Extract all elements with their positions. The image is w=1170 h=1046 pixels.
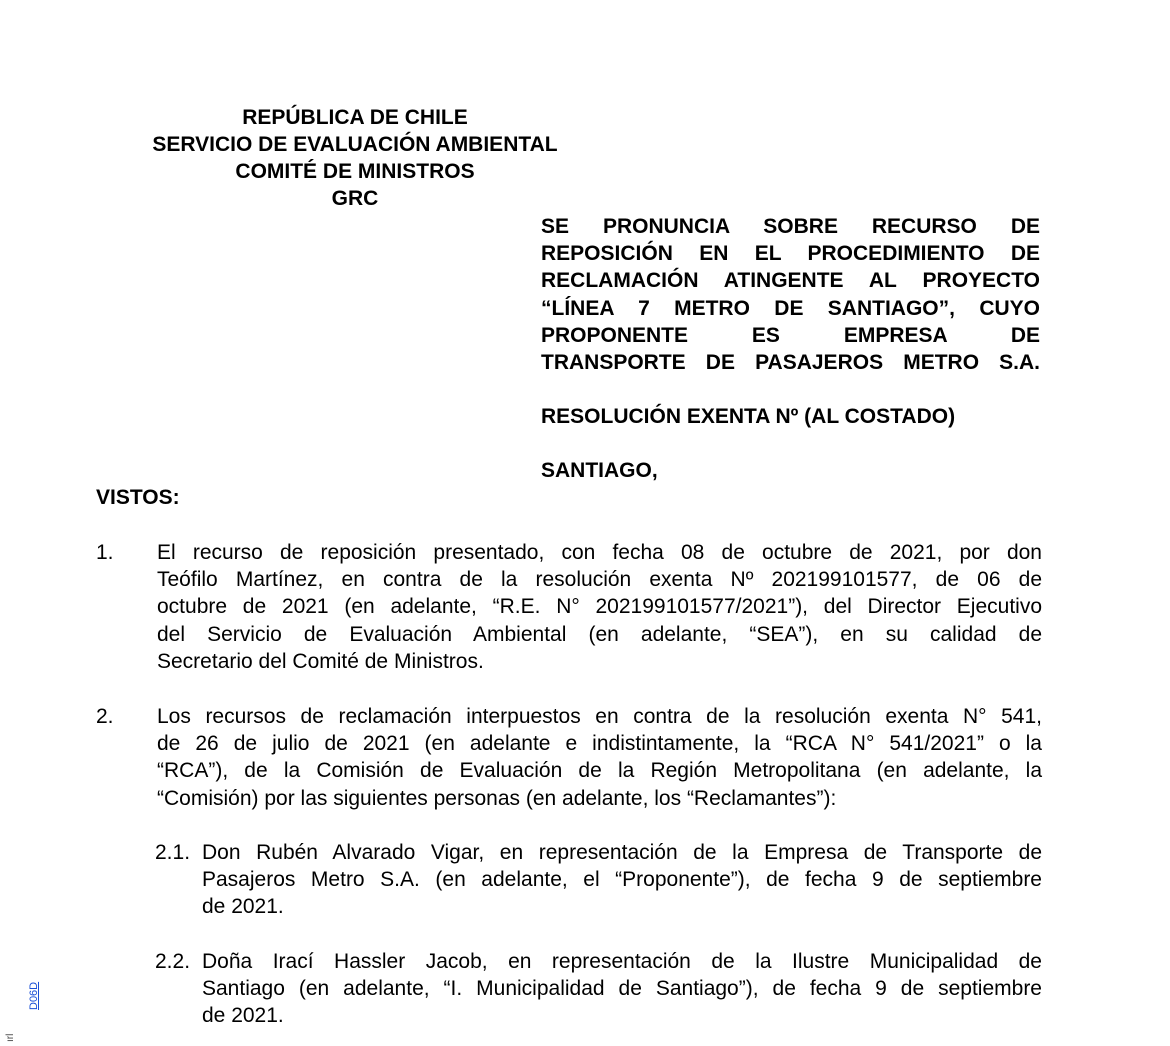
city-date-line: SANTIAGO, [541, 459, 658, 482]
subparagraph-body [202, 839, 1042, 921]
header-line-country: REPÚBLICA DE CHILE [242, 106, 468, 129]
subparagraph-line: Don Rubén Alvarado Vigar, en representación de la Empresa de Transporte de [202, 841, 1042, 864]
paragraph-line: Los recursos de reclamación interpuestos en contra de la resolución exenta N° 541, [157, 705, 1042, 728]
paragraph-line: de 26 de julio de 2021 (en adelante e indistintamente, la “RCA N° 541/2021” o la [157, 732, 1042, 756]
subparagraph-number: 2.1. [155, 841, 191, 864]
margin-mark: ırl [5, 1033, 16, 1042]
vistos-heading: VISTOS: [96, 486, 180, 509]
paragraph-body [157, 703, 1042, 812]
resolution-summary [541, 213, 1040, 376]
paragraph-2 [96, 703, 1042, 812]
paragraph-line: El recurso de reposición presentado, con fecha 08 de octubre de 2021, por don [157, 541, 1042, 564]
summary-line: REPOSICIÓN EN EL PROCEDIMIENTO DE [541, 242, 1040, 266]
subparagraph-line: Santiago (en adelante, “I. Municipalidad de Santiago”), de fecha 9 de septiembre [202, 977, 1042, 1001]
subparagraph-line: de 2021. [202, 895, 284, 919]
subparagraph-2-2 [155, 948, 1042, 1030]
summary-line: “LÍNEA 7 METRO DE SANTIAGO”, CUYO [541, 296, 1040, 320]
summary-line: RECLAMACIÓN ATINGENTE AL PROYECTO [541, 269, 1040, 293]
paragraph-line: Teófilo Martínez, en contra de la resolución exenta Nº 202199101577, de 06 de [157, 568, 1042, 592]
summary-line: PROPONENTE ES EMPRESA DE [541, 323, 1040, 347]
header-line-service: SERVICIO DE EVALUACIÓN AMBIENTAL [152, 133, 558, 156]
paragraph-body [157, 539, 1042, 675]
subparagraph-body [202, 948, 1042, 1030]
header-line-code: GRC [331, 187, 379, 210]
document-header [110, 104, 600, 212]
subparagraph-line: Pasajeros Metro S.A. (en adelante, el “Proponente”), de fecha 9 de septiembre [202, 868, 1042, 892]
paragraph-1 [96, 539, 1042, 675]
subparagraph-2-1 [155, 839, 1042, 921]
verification-code-link[interactable]: D06D [28, 981, 40, 1010]
paragraph-number: 2. [96, 705, 114, 728]
paragraph-line: octubre de 2021 (en adelante, “R.E. N° 202199101577/2021”), del Director Ejecutivo [157, 595, 1042, 619]
subparagraph-line: Doña Irací Hassler Jacob, en representación de la Ilustre Municipalidad de [202, 950, 1042, 973]
paragraph-number: 1. [96, 541, 114, 564]
resolution-number: RESOLUCIÓN EXENTA Nº (AL COSTADO) [541, 405, 956, 428]
paragraph-line: “RCA”), de la Comisión de Evaluación de la Región Metropolitana (en adelante, la [157, 759, 1042, 783]
subparagraph-number: 2.2. [155, 950, 191, 973]
summary-line: TRANSPORTE DE PASAJEROS METRO S.A. [541, 351, 1040, 375]
subparagraph-line: de 2021. [202, 1004, 284, 1028]
paragraph-line: Secretario del Comité de Ministros. [157, 649, 484, 673]
paragraph-line: “Comisión) por las siguientes personas (en adelante, los “Reclamantes”): [157, 786, 837, 810]
summary-line: SE PRONUNCIA SOBRE RECURSO DE [541, 215, 1040, 238]
paragraph-line: del Servicio de Evaluación Ambiental (en adelante, “SEA”), en su calidad de [157, 622, 1042, 646]
header-line-committee: COMITÉ DE MINISTROS [235, 160, 475, 183]
